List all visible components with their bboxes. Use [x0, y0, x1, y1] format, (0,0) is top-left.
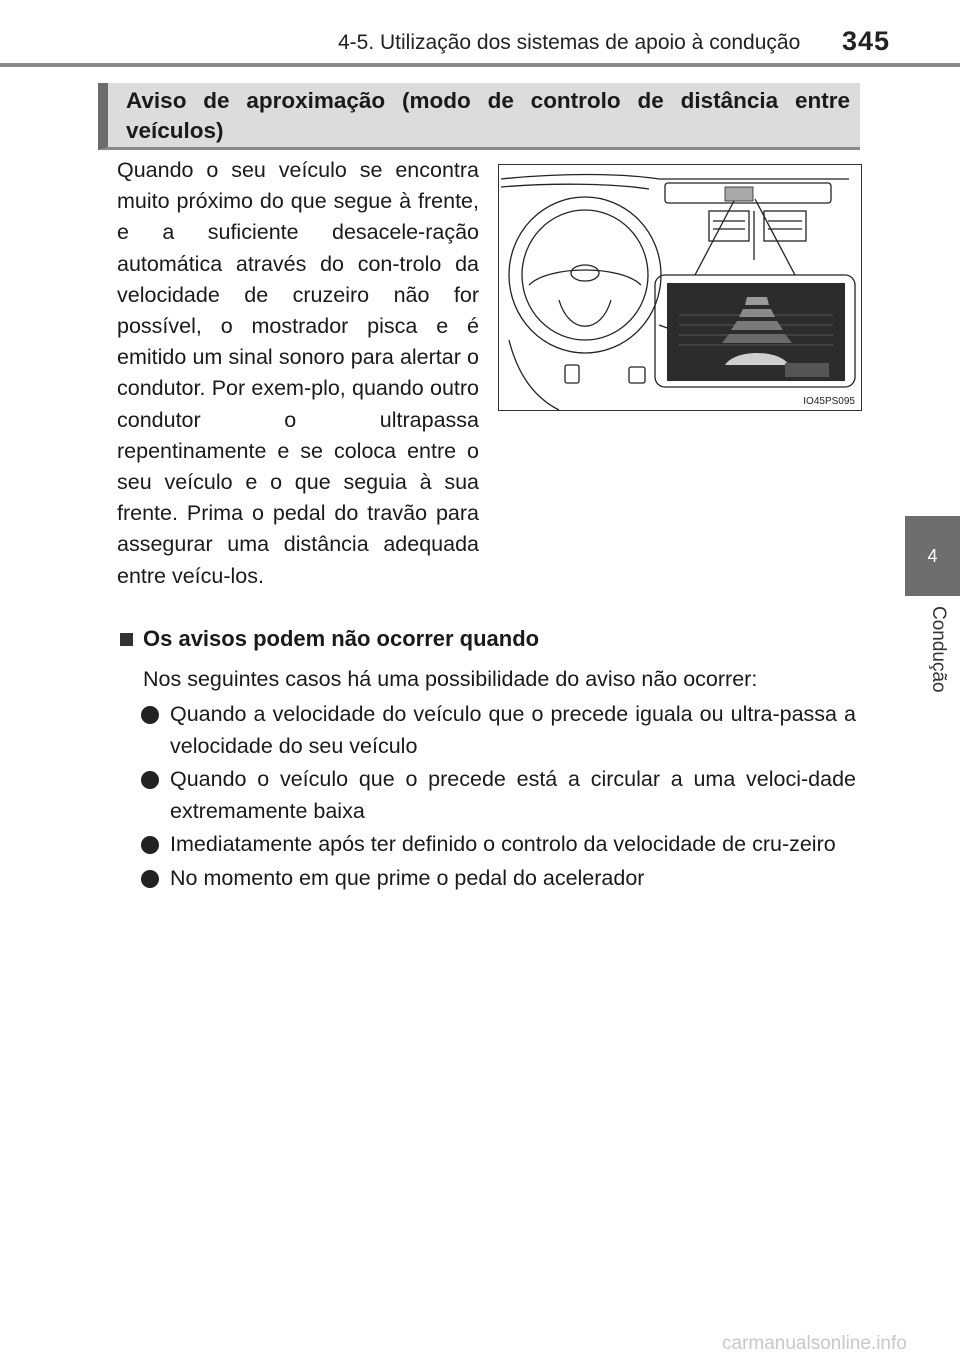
round-bullet-icon — [141, 706, 159, 724]
section-title: Aviso de aproximação (modo de controlo de distância entre veículos) — [126, 88, 850, 143]
round-bullet-icon — [141, 771, 159, 789]
section-heading-box — [98, 83, 860, 150]
list-item-text: Quando a velocidade do veículo que o precede iguala ou ultra-passa a velocidade do seu veículo — [170, 702, 856, 758]
list-item — [140, 764, 856, 827]
running-header-title: 4-5. Utilização dos sistemas de apoio à condução — [338, 31, 801, 54]
round-bullet-icon — [141, 870, 159, 888]
subsection-lead: Nos seguintes casos há uma possibilidade do aviso não ocorrer: — [143, 667, 758, 691]
body-paragraph: Quando o seu veículo se encontra muito próximo do que segue à frente, e a suficiente desacele-ração automática através do con-trolo da velocidade de cruzeiro não for possível, o mostrador pisca e é emitido um sinal sonoro para alertar o condutor. Por exem-plo, quando outro condutor o ultrapassa repentinamente e se coloca entre o seu veículo e o que seguia à sua frente. Prima o pedal do travão para assegurar uma distância adequada entre veícu-los. — [117, 158, 479, 588]
header-rule — [0, 63, 960, 67]
square-bullet-icon — [120, 633, 133, 646]
dashboard-illustration — [498, 164, 862, 411]
list-item — [140, 863, 856, 895]
bullet-list — [140, 699, 856, 896]
list-item-text: Quando o veículo que o precede está a circular a uma veloci-dade extremamente baixa — [170, 767, 856, 823]
subsection-heading-text: Os avisos podem não ocorrer quando — [143, 626, 540, 651]
figure-code: IO45PS095 — [803, 396, 855, 407]
watermark: carmanualsonline.info — [722, 1333, 907, 1354]
chapter-label: Condução — [928, 606, 949, 693]
list-item — [140, 829, 856, 861]
list-item — [140, 699, 856, 762]
round-bullet-icon — [141, 836, 159, 854]
list-item-text: No momento em que prime o pedal do acelerador — [170, 865, 645, 890]
dashboard-drawing — [499, 165, 861, 410]
page-number: 345 — [842, 26, 891, 56]
subsection-heading — [120, 626, 539, 652]
list-item-text: Imediatamente após ter definido o controlo da velocidade de cru-zeiro — [170, 832, 836, 856]
chapter-number: 4 — [927, 545, 938, 566]
chapter-tab — [905, 516, 960, 596]
